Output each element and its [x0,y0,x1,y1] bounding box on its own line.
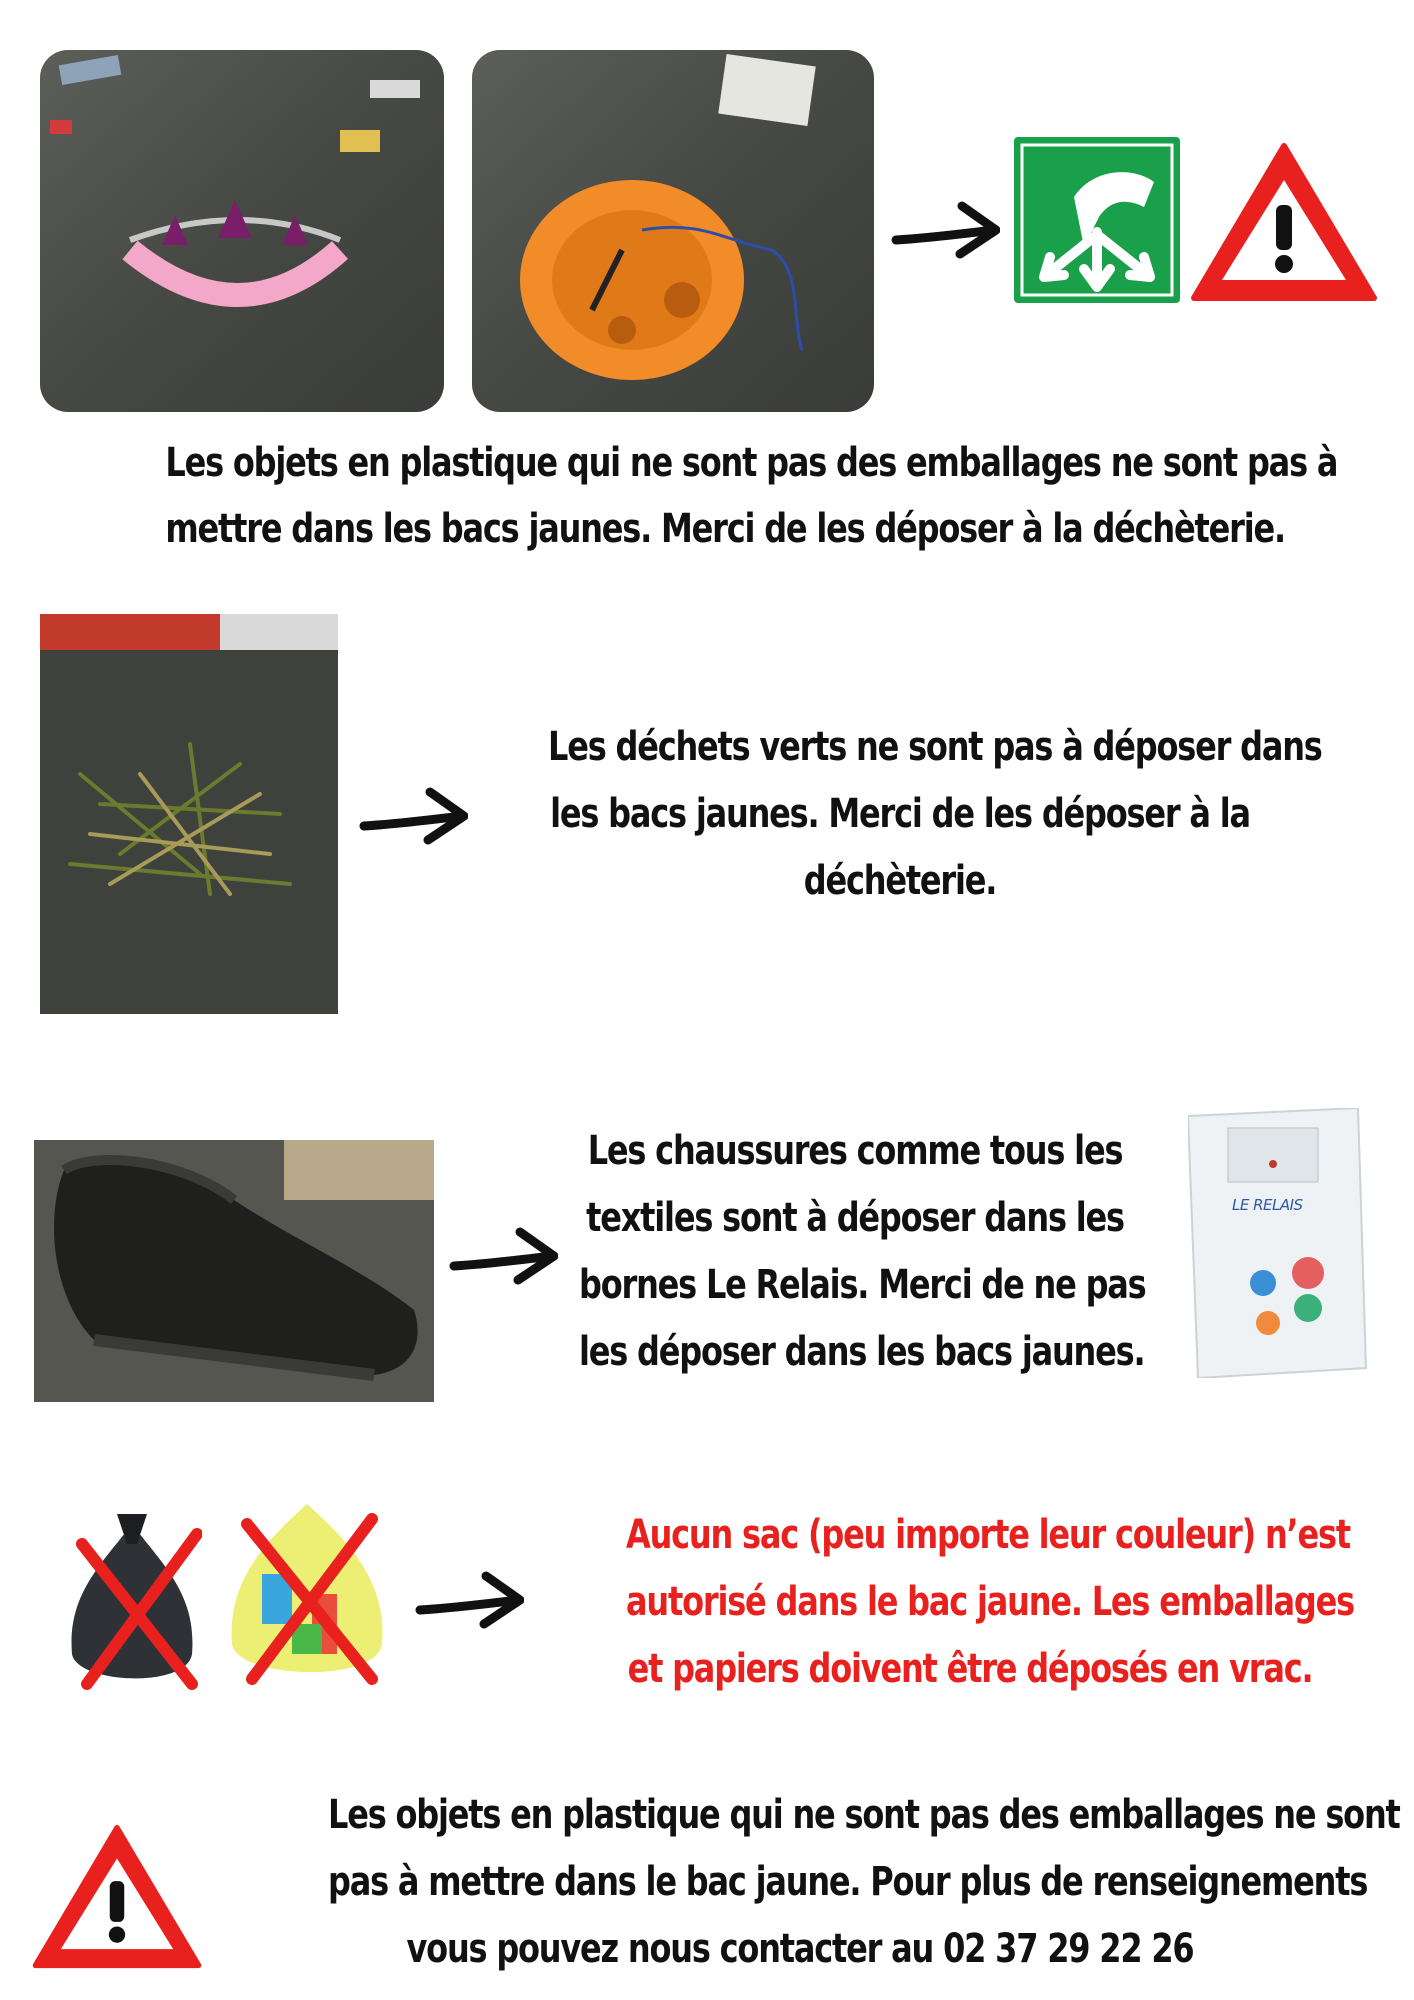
yellow-bag-crossed-image [222,1494,392,1690]
text-line: Aucun sac (peu importe leur couleur) n’est [626,1512,1350,1558]
black-bag-crossed-image [62,1504,202,1694]
le-relais-logo: LE RELAIS [1232,1196,1303,1214]
warning-triangle-icon [1188,140,1380,305]
emergency-hand-sign-icon [1014,137,1180,303]
plastic-objects-message [165,430,1338,562]
text-line: déchèterie. [803,858,997,904]
arrow-right-icon [358,786,468,846]
text-line: les bacs jaunes. Merci de les déposer à la [550,791,1250,837]
text-line: Les objets en plastique qui ne sont pas des emballages ne sont [328,1792,1400,1838]
text-line: et papiers doivent être déposés en vrac. [627,1646,1313,1692]
arrow-right-icon [890,200,1000,260]
contact-information-message [328,1782,1400,1983]
shoes-textile-message [579,1118,1146,1386]
arrow-right-icon [414,1570,524,1630]
no-bags-warning-message [626,1502,1354,1703]
orange-device-photo [472,50,874,412]
text-line: les déposer dans les bacs jaunes. [579,1329,1145,1375]
text-line: autorisé dans le bac jaune. Les emballages [626,1579,1354,1625]
green-waste-message [548,714,1322,915]
text-line: pas à mettre dans le bac jaune. Pour plus de renseignements [328,1859,1368,1905]
le-relais-container-image [1188,1108,1368,1378]
warning-triangle-icon [30,1822,204,1972]
text-line: mettre dans les bacs jaunes. Merci de les déposer à la déchèterie. [165,506,1285,552]
tiara-photo [40,50,444,412]
text-line: textiles sont à déposer dans les [586,1195,1124,1241]
green-waste-photo [40,614,338,1014]
text-line: Les chaussures comme tous les [587,1128,1123,1174]
arrow-right-icon [448,1226,558,1286]
text-line: Les objets en plastique qui ne sont pas des emballages ne sont pas à [165,440,1338,486]
text-line: vous pouvez nous contacter au 02 37 29 22 26 [406,1926,1194,1972]
shoe-photo [34,1140,434,1402]
text-line: bornes Le Relais. Merci de ne pas [579,1262,1146,1308]
text-line: Les déchets verts ne sont pas à déposer dans [548,724,1322,770]
